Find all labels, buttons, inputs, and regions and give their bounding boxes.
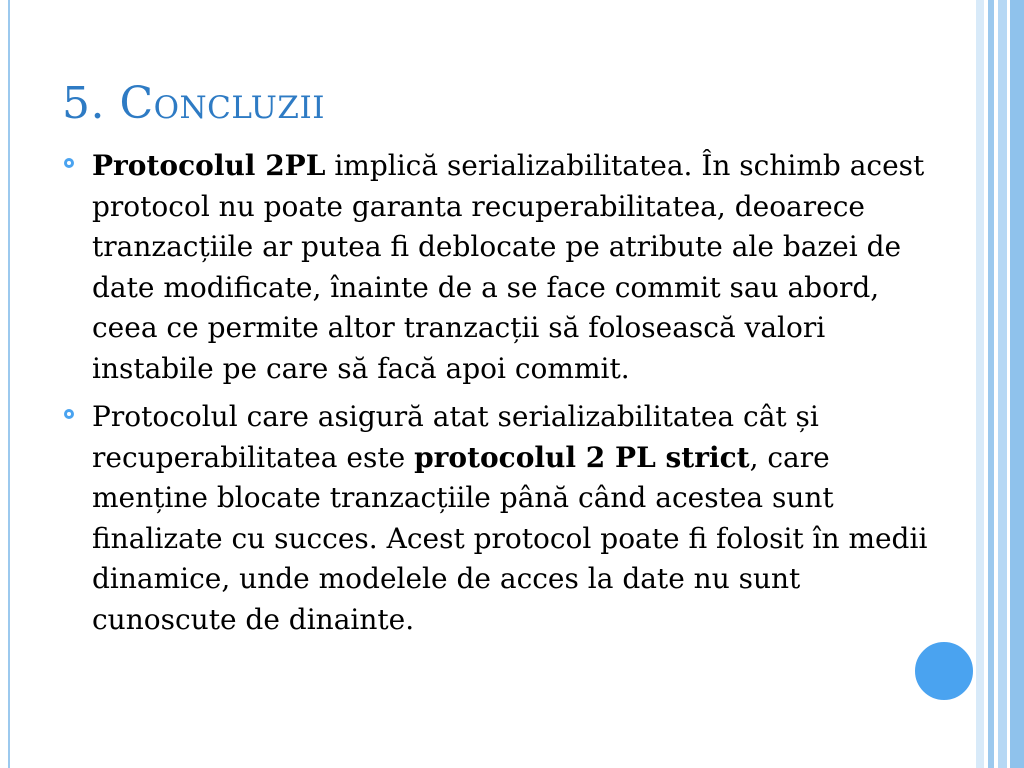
slide-title: 5. Concluzii [62, 78, 325, 129]
bullet-text-rest: implică serializabilitatea. În schimb acest protocol nu poate garanta recuperabilitatea, deoarece tranzacțiile ar putea fi deblocate pe atribute ale bazei de date modificate, înainte de a se face commit sau abord, ceea ce permite altor tranzacții să folosească valori instabile pe care să facă apoi commit. [92, 149, 925, 385]
bullet-ring-icon [64, 409, 74, 419]
bullet-text [92, 146, 942, 389]
bullet-ring-icon [64, 158, 74, 168]
bullet-item [62, 397, 942, 640]
left-border [0, 0, 10, 768]
bullet-item [62, 146, 942, 389]
bullet-text [92, 397, 942, 640]
right-stripe [976, 0, 984, 768]
bullet-text-start: Protocolul care asigură atat serializabilitatea cât și recuperabilitatea este [92, 400, 819, 474]
bold-term: protocolul 2 PL strict [414, 440, 750, 474]
bullet-list [62, 146, 942, 648]
right-stripe [1010, 0, 1024, 768]
bold-term: Protocolul 2PL [92, 149, 326, 182]
right-stripe [998, 0, 1007, 768]
bullet-text-rest: , care menține blocate tranzacțiile până când acestea sunt finalizate cu succes. Acest protocol poate fi folosit în medii dinamice, unde modelele de acces la date nu sunt cunoscute de dinainte. [92, 440, 928, 636]
decorative-circle [913, 640, 975, 702]
